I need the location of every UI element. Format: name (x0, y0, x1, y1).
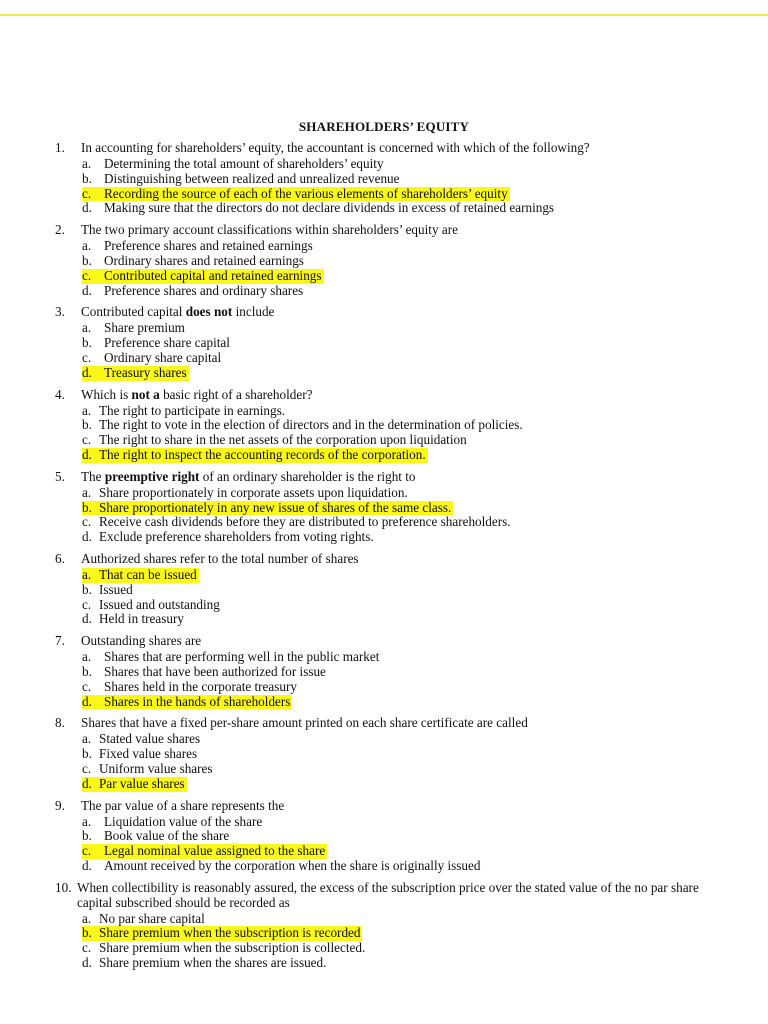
option-letter: a. (82, 320, 92, 336)
option-item (0, 829, 768, 844)
option-body (82, 418, 525, 433)
option-letter: d. (82, 446, 92, 462)
option-letter: a. (82, 910, 92, 926)
option-text: Ordinary share capital (104, 349, 222, 365)
option-item (0, 815, 768, 830)
option-item (0, 254, 768, 269)
option-text: Share premium when the subscription is recorded (99, 925, 361, 941)
option-body (82, 941, 367, 956)
question-text: Which is (81, 386, 132, 402)
question-stem (0, 222, 768, 237)
option-body (82, 254, 306, 269)
option-item (0, 157, 768, 172)
question-text: In accounting for shareholders’ equity, the accountant is concerned with which of the following? (81, 140, 590, 155)
option-list (0, 239, 768, 298)
option-letter: c. (82, 596, 92, 612)
question-stem (0, 304, 768, 319)
option-body (82, 172, 402, 187)
option-text: The right to share in the net assets of the corporation upon liquidation (99, 432, 467, 448)
option-item (0, 680, 768, 695)
option-item (0, 530, 768, 545)
question-5 (0, 469, 768, 545)
option-text: Issued (99, 581, 133, 597)
question-number: 2. (55, 222, 65, 238)
option-body (82, 530, 376, 545)
option-letter: b. (82, 499, 92, 515)
option-item (0, 284, 768, 299)
option-item (0, 448, 768, 463)
option-body (82, 650, 381, 665)
option-letter: c. (82, 185, 92, 201)
option-letter: a. (82, 238, 92, 254)
highlighted-answer (82, 501, 453, 516)
option-text: Share premium (104, 320, 185, 336)
question-1 (0, 140, 768, 216)
question-3 (0, 304, 768, 380)
option-list (0, 732, 768, 791)
question-10 (0, 880, 768, 971)
question-number: 3. (55, 304, 65, 320)
question-text: Contributed capital (81, 304, 186, 320)
option-item (0, 351, 768, 366)
question-number: 9. (55, 797, 65, 813)
option-body (82, 829, 231, 844)
option-body (82, 598, 222, 613)
option-text: Recording the source of each of the various elements of shareholders’ equity (104, 185, 508, 201)
option-letter: a. (82, 731, 92, 747)
option-item (0, 187, 768, 202)
question-text: Outstanding shares are (81, 633, 202, 649)
option-list (0, 321, 768, 380)
option-list (0, 157, 768, 216)
option-item (0, 926, 768, 941)
option-letter: d. (82, 775, 92, 791)
option-body (82, 201, 556, 216)
question-emphasis: does not (185, 304, 233, 320)
top-rule (0, 14, 768, 16)
option-body (82, 351, 223, 366)
question-emphasis: not a (131, 386, 160, 402)
option-item (0, 598, 768, 613)
question-text: The (81, 468, 105, 484)
option-item (0, 201, 768, 216)
option-list (0, 568, 768, 627)
option-text: Receive cash dividends before they are distributed to preference shareholders. (99, 514, 511, 530)
highlighted-answer (82, 568, 199, 583)
option-text: Book value of the share (104, 828, 230, 844)
option-item (0, 583, 768, 598)
option-body (82, 583, 135, 598)
option-body (82, 515, 513, 530)
highlighted-answer (82, 844, 327, 859)
option-list (0, 650, 768, 709)
question-number: 1. (55, 140, 65, 155)
option-text: The right to vote in the election of directors and in the determination of policies. (99, 417, 523, 433)
option-item (0, 612, 768, 627)
option-item (0, 486, 768, 501)
highlighted-answer (82, 926, 362, 941)
option-body (82, 956, 328, 971)
question-stem (0, 633, 768, 648)
option-text: Uniform value shares (99, 760, 213, 776)
question-6 (0, 551, 768, 627)
option-letter: d. (82, 529, 92, 545)
question-number: 6. (55, 550, 65, 566)
option-list (0, 912, 768, 971)
option-body (82, 404, 287, 419)
option-item (0, 650, 768, 665)
option-item (0, 239, 768, 254)
question-stem (0, 140, 768, 155)
highlighted-answer (82, 187, 510, 202)
option-list (0, 486, 768, 545)
option-body (82, 762, 215, 777)
option-item (0, 665, 768, 680)
question-text: The par value of a share represents the (81, 797, 285, 813)
option-item (0, 941, 768, 956)
question-stem (0, 880, 768, 910)
option-text: Contributed capital and retained earnings (104, 267, 322, 283)
option-letter: c. (82, 760, 92, 776)
option-text: Preference share capital (104, 335, 230, 351)
question-text: When collectibility is reasonably assured, the excess of the subscription price over the stated value of the no par share capital subscribed should be recorded as (77, 879, 699, 910)
option-text: Legal nominal value assigned to the share (104, 843, 326, 859)
option-letter: d. (82, 693, 92, 709)
option-body (82, 433, 469, 448)
option-body (82, 912, 207, 927)
highlighted-answer (82, 695, 292, 710)
option-body (82, 157, 386, 172)
option-text: Shares that have been authorized for issue (104, 663, 326, 679)
question-text: basic right of a shareholder? (159, 386, 313, 402)
option-item (0, 732, 768, 747)
option-letter: b. (82, 417, 92, 433)
option-body (82, 336, 232, 351)
option-item (0, 321, 768, 336)
option-text: No par share capital (99, 910, 205, 926)
option-item (0, 172, 768, 187)
option-item (0, 515, 768, 530)
option-text: That can be issued (99, 566, 197, 582)
option-letter: c. (82, 514, 92, 530)
option-body (82, 486, 410, 501)
highlighted-answer (82, 269, 324, 284)
question-emphasis: preemptive right (104, 468, 200, 484)
option-text: Par value shares (99, 775, 185, 791)
option-text: Amount received by the corporation when the share is originally issued (104, 857, 481, 873)
option-letter: a. (82, 813, 92, 829)
option-letter: d. (82, 955, 92, 971)
option-item (0, 859, 768, 874)
option-text: Preference shares and ordinary shares (104, 282, 304, 298)
option-body (82, 321, 187, 336)
option-text: Treasury shares (104, 364, 187, 380)
option-body (82, 680, 299, 695)
option-letter: a. (82, 649, 92, 665)
option-letter: b. (82, 252, 92, 268)
option-item (0, 336, 768, 351)
option-body (82, 859, 482, 874)
question-stem (0, 469, 768, 484)
highlighted-answer (82, 448, 428, 463)
option-text: Preference shares and retained earnings (104, 238, 313, 254)
question-number: 10. (55, 879, 72, 895)
option-item (0, 269, 768, 284)
option-body (82, 284, 305, 299)
option-letter: c. (82, 267, 92, 283)
question-8 (0, 715, 768, 791)
question-7 (0, 633, 768, 709)
option-body (82, 815, 264, 830)
option-letter: a. (82, 484, 92, 500)
option-list (0, 404, 768, 463)
option-text: Shares held in the corporate treasury (104, 678, 297, 694)
question-stem (0, 715, 768, 730)
option-item (0, 404, 768, 419)
document-title: SHAREHOLDERS’ EQUITY (298, 119, 470, 134)
option-list (0, 815, 768, 874)
question-list (0, 140, 768, 977)
option-text: Shares in the hands of shareholders (104, 693, 291, 709)
option-letter: d. (82, 857, 92, 873)
option-letter: b. (82, 925, 92, 941)
option-item (0, 777, 768, 792)
option-letter: b. (82, 581, 92, 597)
option-item (0, 366, 768, 381)
option-text: Fixed value shares (99, 746, 198, 762)
question-text: Authorized shares refer to the total number of shares (81, 550, 359, 566)
option-item (0, 762, 768, 777)
question-stem (0, 387, 768, 402)
option-body (82, 612, 186, 627)
question-text: Shares that have a fixed per-share amount printed on each share certificate are called (81, 715, 528, 731)
option-letter: d. (82, 282, 92, 298)
question-text: of an ordinary shareholder is the right to (199, 468, 416, 484)
option-letter: b. (82, 746, 92, 762)
option-text: Share premium when the subscription is collected. (99, 940, 366, 956)
option-item (0, 956, 768, 971)
question-text: The two primary account classifications within shareholders’ equity are (81, 222, 458, 238)
highlighted-answer (82, 366, 189, 381)
question-9 (0, 798, 768, 874)
option-body (82, 239, 315, 254)
option-letter: d. (82, 611, 92, 627)
question-stem (0, 798, 768, 813)
option-text: Share premium when the shares are issued. (99, 955, 327, 971)
option-letter: a. (82, 156, 92, 171)
question-4 (0, 387, 768, 463)
option-body (82, 732, 202, 747)
option-letter: b. (82, 335, 92, 351)
option-letter: d. (82, 364, 92, 380)
question-number: 8. (55, 715, 65, 731)
option-letter: c. (82, 940, 92, 956)
option-item (0, 912, 768, 927)
option-body (82, 747, 199, 762)
option-letter: c. (82, 843, 92, 859)
option-text: Issued and outstanding (99, 596, 220, 612)
option-text: The right to participate in earnings. (99, 402, 286, 418)
option-text: Liquidation value of the share (104, 813, 263, 829)
option-letter: d. (82, 200, 92, 216)
option-item (0, 844, 768, 859)
question-number: 7. (55, 633, 65, 649)
option-letter: c. (82, 432, 92, 448)
question-stem (0, 551, 768, 566)
question-number: 4. (55, 386, 65, 402)
question-number: 5. (55, 468, 65, 484)
option-item (0, 747, 768, 762)
option-item (0, 501, 768, 516)
option-body (82, 665, 328, 680)
option-text: Making sure that the directors do not declare dividends in excess of retained earnings (104, 200, 555, 216)
option-item (0, 695, 768, 710)
option-item (0, 433, 768, 448)
question-text: include (232, 304, 275, 320)
option-text: Exclude preference shareholders from voting rights. (99, 529, 374, 545)
option-letter: c. (82, 349, 92, 365)
option-text: Distinguishing between realized and unrealized revenue (104, 170, 400, 186)
option-text: Ordinary shares and retained earnings (104, 252, 304, 268)
option-letter: c. (82, 678, 92, 694)
option-item (0, 418, 768, 433)
question-2 (0, 222, 768, 298)
option-text: Determining the total amount of shareholders’ equity (104, 156, 384, 171)
option-text: Share proportionately in any new issue of shares of the same class. (99, 499, 452, 515)
option-text: The right to inspect the accounting records of the corporation. (99, 446, 426, 462)
option-text: Stated value shares (99, 731, 201, 747)
highlighted-answer (82, 777, 187, 792)
option-letter: a. (82, 402, 92, 418)
option-text: Shares that are performing well in the public market (104, 649, 380, 665)
option-letter: b. (82, 828, 92, 844)
option-letter: b. (82, 663, 92, 679)
option-letter: a. (82, 566, 92, 582)
option-text: Held in treasury (99, 611, 184, 627)
option-text: Share proportionately in corporate assets upon liquidation. (99, 484, 408, 500)
option-letter: b. (82, 170, 92, 186)
option-item (0, 568, 768, 583)
